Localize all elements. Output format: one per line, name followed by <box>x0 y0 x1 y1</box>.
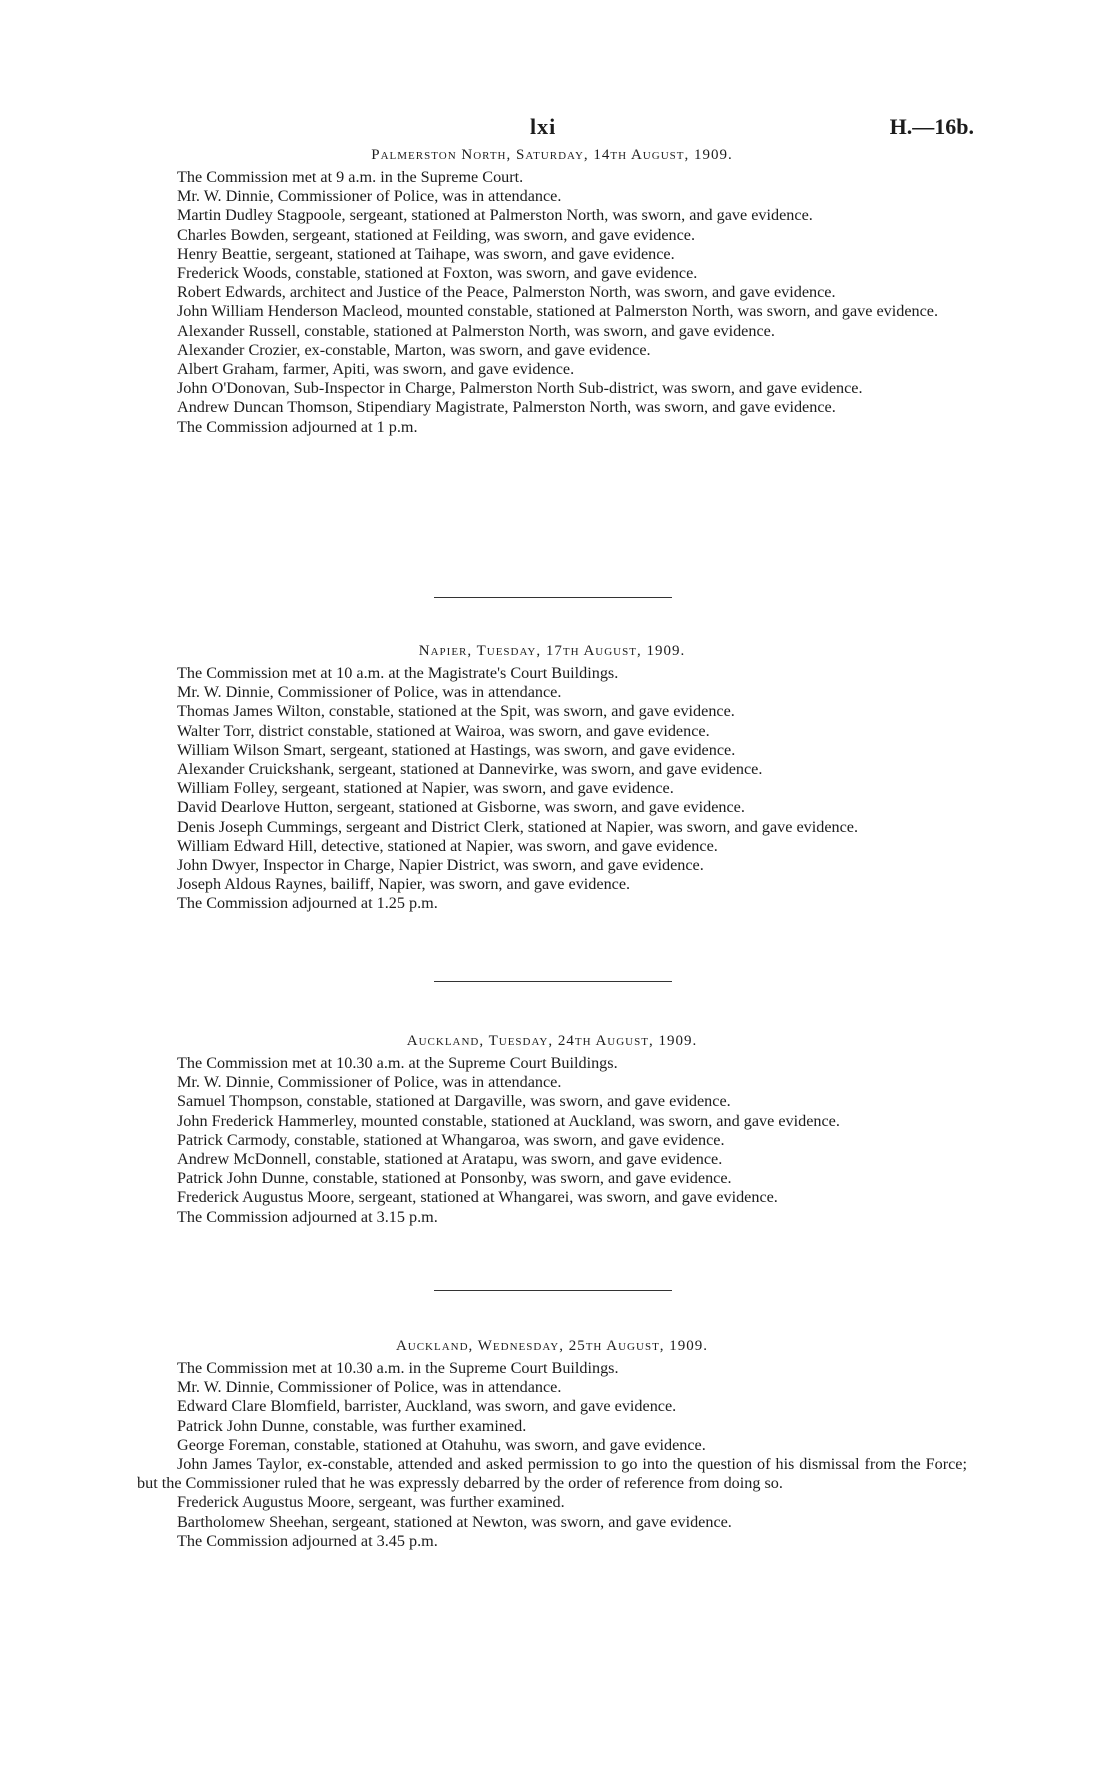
paragraph: Bartholomew Sheehan, sergeant, stationed at Newton, was sworn, and gave evidence. <box>177 1512 732 1531</box>
paragraph: David Dearlove Hutton, sergeant, stationed at Gisborne, was sworn, and gave evidence. <box>177 798 745 817</box>
paragraph: Andrew Duncan Thomson, Stipendiary Magistrate, Palmerston North, was sworn, and gave evidence. <box>177 398 836 417</box>
section-heading: Napier, Tuesday, 17th August, 1909. <box>418 643 686 659</box>
document-reference: H.—16b. <box>889 114 974 139</box>
section-divider <box>434 981 672 982</box>
paragraph: Samuel Thompson, constable, stationed at Dargaville, was sworn, and gave evidence. <box>177 1092 731 1111</box>
paragraph: John Dwyer, Inspector in Charge, Napier District, was sworn, and gave evidence. <box>177 856 704 875</box>
paragraph: Martin Dudley Stagpoole, sergeant, stationed at Palmerston North, was sworn, and gave evidence. <box>177 206 813 225</box>
paragraph: Frederick Augustus Moore, sergeant, stationed at Whangarei, was sworn, and gave evidence. <box>177 1188 778 1207</box>
sitting-section <box>137 146 967 437</box>
paragraph: Andrew McDonnell, constable, stationed at Aratapu, was sworn, and gave evidence. <box>177 1150 723 1169</box>
paragraph: The Commission met at 10 a.m. at the Magistrate's Court Buildings. <box>177 664 619 682</box>
section-heading: Palmerston North, Saturday, 14th August, 1909. <box>371 147 733 163</box>
section-divider <box>434 597 672 598</box>
paragraph: The Commission met at 9 a.m. in the Supreme Court. <box>177 168 524 186</box>
paragraph: William Wilson Smart, sergeant, stationed at Hastings, was sworn, and gave evidence. <box>177 740 736 759</box>
paragraph: John Frederick Hammerley, mounted constable, stationed at Auckland, was sworn, and gave evidence. <box>177 1111 840 1130</box>
paragraph: Mr. W. Dinnie, Commissioner of Police, was in attendance. <box>177 683 562 702</box>
paragraph: Albert Graham, farmer, Apiti, was sworn, and gave evidence. <box>177 360 575 379</box>
paragraph: Denis Joseph Cummings, sergeant and District Clerk, stationed at Napier, was sworn, and gave evidence. <box>177 817 859 836</box>
paragraph: Mr. W. Dinnie, Commissioner of Police, was in attendance. <box>177 187 562 206</box>
paragraph: The Commission adjourned at 3.15 p.m. <box>177 1207 438 1226</box>
paragraph: Edward Clare Blomfield, barrister, Auckland, was sworn, and gave evidence. <box>177 1397 677 1416</box>
paragraph: Patrick John Dunne, constable, stationed at Ponsonby, was sworn, and gave evidence. <box>177 1169 732 1188</box>
paragraph: Frederick Woods, constable, stationed at Foxton, was sworn, and gave evidence. <box>177 264 698 283</box>
section-heading: Auckland, Wednesday, 25th August, 1909. <box>395 1338 709 1354</box>
paragraph: The Commission met at 10.30 a.m. in the Supreme Court Buildings. <box>177 1359 619 1377</box>
paragraph: Walter Torr, district constable, stationed at Wairoa, was sworn, and gave evidence. <box>177 721 710 740</box>
paragraph: The Commission met at 10.30 a.m. at the Supreme Court Buildings. <box>177 1054 618 1072</box>
paragraph: William Edward Hill, detective, stationed at Napier, was sworn, and gave evidence. <box>177 836 718 855</box>
sitting-section <box>137 642 967 914</box>
paragraph: Frederick Augustus Moore, sergeant, was further examined. <box>177 1493 565 1512</box>
paragraph: Alexander Russell, constable, stationed at Palmerston North, was sworn, and gave evidence. <box>177 321 775 340</box>
sitting-section <box>137 1032 967 1227</box>
paragraph: William Folley, sergeant, stationed at Napier, was sworn, and gave evidence. <box>177 779 674 798</box>
paragraph: The Commission adjourned at 3.45 p.m. <box>177 1531 438 1550</box>
paragraph: Alexander Crozier, ex-constable, Marton, was sworn, and gave evidence. <box>177 340 651 359</box>
paragraph: Henry Beattie, sergeant, stationed at Taihape, was sworn, and gave evidence. <box>177 244 675 263</box>
section-divider <box>434 1290 672 1291</box>
page-number: lxi <box>530 114 557 139</box>
paragraph: The Commission adjourned at 1 p.m. <box>177 417 418 436</box>
paragraph: Mr. W. Dinnie, Commissioner of Police, was in attendance. <box>177 1378 562 1397</box>
paragraph: Mr. W. Dinnie, Commissioner of Police, was in attendance. <box>177 1073 562 1092</box>
sitting-section <box>137 1337 967 1551</box>
paragraph: George Foreman, constable, stationed at Otahuhu, was sworn, and gave evidence. <box>177 1435 706 1454</box>
paragraph: Alexander Cruickshank, sergeant, stationed at Dannevirke, was sworn, and gave evidence. <box>177 760 763 779</box>
paragraph: Joseph Aldous Raynes, bailiff, Napier, was sworn, and gave evidence. <box>177 875 631 894</box>
paragraph: Charles Bowden, sergeant, stationed at Feilding, was sworn, and gave evidence. <box>177 225 696 244</box>
paragraph: John James Taylor, ex-constable, attended and asked permission to go into the question of his dismissal from the Force; but the Commissioner ruled that he was expressly debarred by the order of reference from doing so. <box>137 1455 967 1493</box>
paragraph: Robert Edwards, architect and Justice of the Peace, Palmerston North, was sworn, and gave evidence. <box>177 283 836 302</box>
paragraph: John William Henderson Macleod, mounted constable, stationed at Palmerston North, was sworn, and gave evidence. <box>177 302 939 321</box>
paragraph: Patrick Carmody, constable, stationed at Whangaroa, was sworn, and gave evidence. <box>177 1130 725 1149</box>
paragraph: Thomas James Wilton, constable, stationed at the Spit, was sworn, and gave evidence. <box>177 702 735 721</box>
paragraph: John O'Donovan, Sub-Inspector in Charge, Palmerston North Sub-district, was sworn, and gave evidence. <box>177 379 863 398</box>
paragraph: Patrick John Dunne, constable, was further examined. <box>177 1416 527 1435</box>
paragraph: The Commission adjourned at 1.25 p.m. <box>177 894 438 913</box>
section-heading: Auckland, Tuesday, 24th August, 1909. <box>406 1033 698 1049</box>
